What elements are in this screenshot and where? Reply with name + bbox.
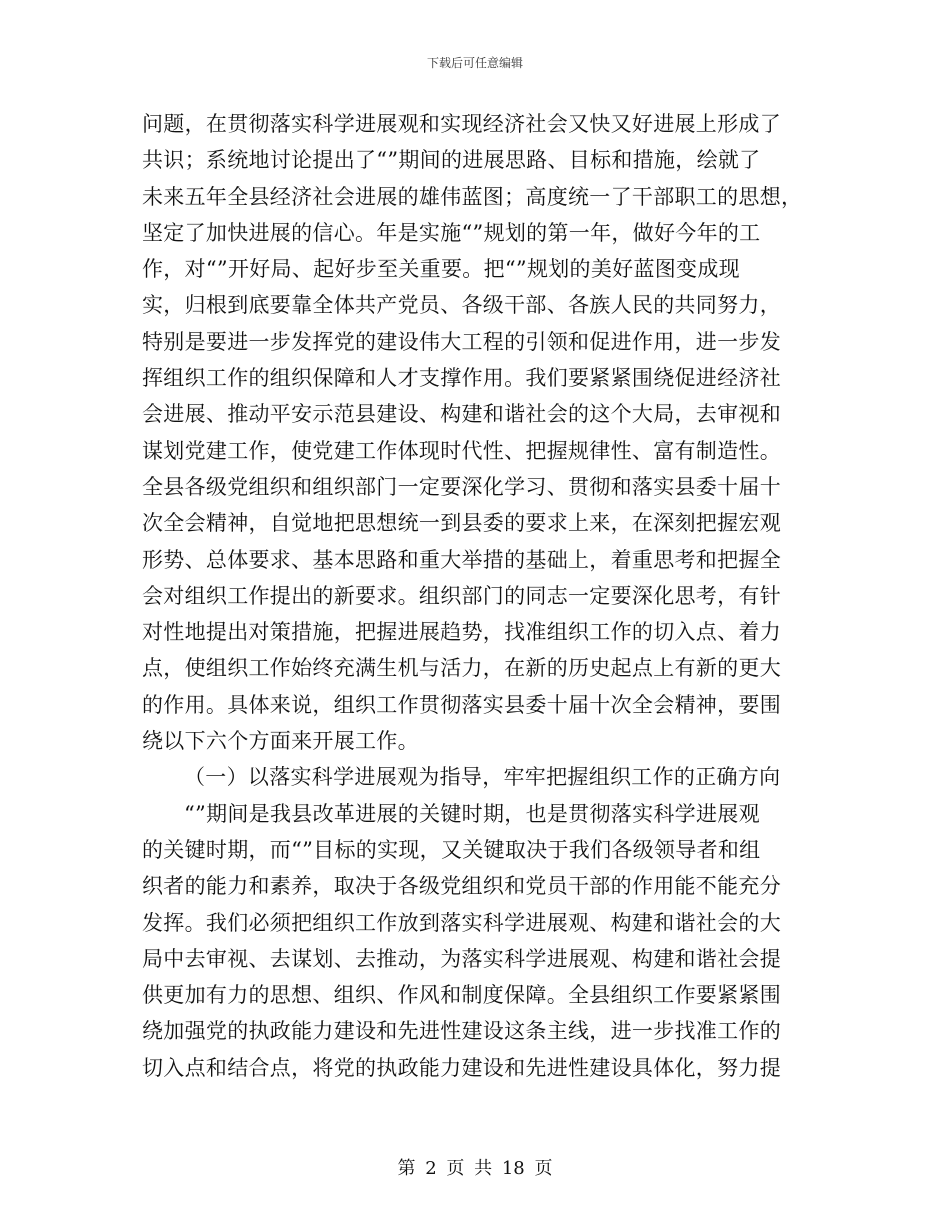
text-line: 挥组织工作的组织保障和人才支撑作用。我们要紧紧围绕促进经济社	[142, 366, 781, 391]
text-line: “”期间是我县改革进展的关键时期，也是贯彻落实科学进展观	[184, 801, 760, 826]
text-line: 点，使组织工作始终充满生机与活力，在新的历史起点上有新的更大	[142, 656, 781, 681]
text-line: 的作用。具体来说，组织工作贯彻落实县委十届十次全会精神，要围	[142, 692, 781, 717]
text-line: 特别是要进一步发挥党的建设伟大工程的引领和促进作用，进一步发	[142, 329, 781, 354]
section-heading: （一）以落实科学进展观为指导，牢牢把握组织工作的正确方向	[184, 765, 781, 790]
text-line: 织者的能力和素养，取决于各级党组织和党员干部的作用能不能充分	[142, 874, 781, 899]
text-line: 坚定了加快进展的信心。年是实施“”规划的第一年，做好今年的工	[142, 220, 761, 245]
text-line: 全县各级党组织和组织部门一定要深化学习、贯彻和落实县委十届十	[142, 474, 781, 499]
text-line: 会对组织工作提出的新要求。组织部门的同志一定要深化思考，有针	[142, 583, 781, 608]
text-line: 会进展、推动平安示范县建设、构建和谐社会的这个大局，去审视和	[142, 402, 781, 427]
text-line: 问题，在贯彻落实科学进展观和实现经济社会又快又好进展上形成了	[142, 112, 781, 136]
text-line: 次全会精神，自觉地把思想统一到县委的要求上来，在深刻把握宏观	[142, 511, 781, 536]
page-header: 下载后可任意编辑	[426, 56, 523, 70]
text-line: 谋划党建工作，使党建工作体现时代性、把握规律性、富有制造性。	[142, 438, 781, 463]
page-footer: 第 2 页 共 18 页	[397, 1158, 553, 1179]
text-line: 共识；系统地讨论提出了“”期间的进展思路、目标和措施，绘就了	[142, 148, 761, 173]
text-line: 作，对“”开好局、起好步至关重要。把“”规划的美好蓝图变成现	[142, 257, 740, 282]
text-line: 对性地提出对策措施，把握进展趋势，找准组织工作的切入点、着力	[142, 620, 781, 645]
text-line: 绕以下六个方面来开展工作。	[142, 729, 419, 754]
text-line: 的关键时期，而“”目标的实现，又关键取决于我们各级领导者和组	[142, 837, 761, 862]
text-line: 供更加有力的思想、组织、作风和制度保障。全县组织工作要紧紧围	[142, 983, 781, 1008]
text-line: 局中去审视、去谋划、去推动，为落实科学进展观、构建和谐社会提	[142, 946, 781, 971]
text-line: 未来五年全县经济社会进展的雄伟蓝图；高度统一了干部职工的思想，	[142, 184, 803, 209]
text-line: 发挥。我们必须把组织工作放到落实科学进展观、构建和谐社会的大	[142, 910, 781, 935]
text-line: 实，归根到底要靠全体共产党员、各级干部、各族人民的共同努力，	[142, 293, 781, 318]
text-line: 绕加强党的执政能力建设和先进性建设这条主线，进一步找准工作的	[142, 1019, 781, 1044]
text-line: 形势、总体要求、基本思路和重大举措的基础上，着重思考和把握全	[142, 547, 781, 572]
text-line: 切入点和结合点，将党的执政能力建设和先进性建设具体化，努力提	[142, 1055, 781, 1080]
document-body	[142, 106, 802, 1086]
